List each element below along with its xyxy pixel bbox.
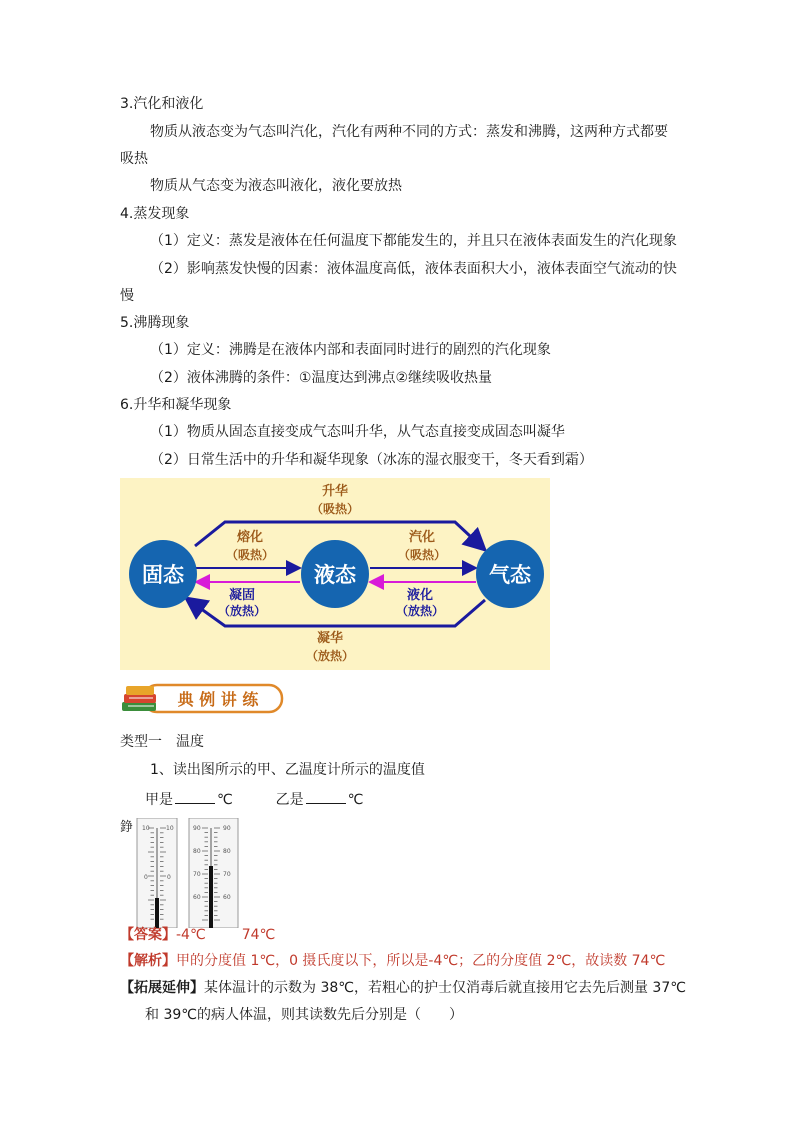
thermometer-jia <box>137 818 177 928</box>
answer-line <box>120 925 275 945</box>
analysis-line <box>120 951 665 971</box>
thermometer-jia-liquid <box>155 898 159 928</box>
sublimation-label: 升华 <box>321 484 349 499</box>
yi-scale-label: 60 <box>193 894 201 901</box>
jia-scale-label: 0 <box>167 874 171 881</box>
liquefaction-label: 液化 <box>406 588 434 603</box>
liquefaction-note: （放热） <box>395 604 445 618</box>
state-change-diagram <box>120 478 550 670</box>
gas-state-label: 气态 <box>489 563 531 587</box>
section-banner <box>120 680 285 716</box>
section-4-item-1: （1）定义：蒸发是液体在任何温度下都能发生的，并且只在液体表面发生的汽化现象 <box>150 233 677 249</box>
vaporization-note: （吸热） <box>397 548 447 562</box>
yi-scale-label: 90 <box>193 825 201 832</box>
section-6-title: 6.升华和凝华现象 <box>120 397 232 413</box>
extension-text: 某体温计的示数为 38℃，若粗心的护士仅消毒后就直接用它去先后测量 37℃ <box>204 980 686 996</box>
section-3-para-1: 物质从液态变为气态叫汽化，汽化有两种不同的方式：蒸发和沸腾，这两种方式都要 <box>150 124 668 140</box>
section-5-title: 5.沸腾现象 <box>120 315 190 331</box>
fill-in-line <box>145 789 363 810</box>
section-3-title: 3.汽化和液化 <box>120 96 204 112</box>
fill-jia-unit: ℃ <box>217 792 233 808</box>
answer-tag: 【答案】 <box>120 927 176 943</box>
yi-scale-label: 70 <box>193 871 201 878</box>
deposition-label: 凝华 <box>316 631 344 646</box>
extension-tag: 【拓展延伸】 <box>120 980 204 996</box>
answer-value-2: 74℃ <box>241 927 276 943</box>
thermometer-figure <box>120 818 242 928</box>
fill-jia-label: 甲是 <box>145 792 173 808</box>
section-5-item-1: （1）定义：沸腾是在液体内部和表面同时进行的剧烈的汽化现象 <box>150 342 551 358</box>
section-3-para-1-cont: 吸热 <box>120 151 148 167</box>
section-3-para-2: 物质从气态变为液态叫液化，液化要放热 <box>150 178 402 194</box>
jia-scale-label: 10 <box>166 825 174 832</box>
yi-scale-label: 60 <box>223 894 231 901</box>
deposition-note: （放热） <box>305 649 355 663</box>
vaporization-label: 汽化 <box>408 530 436 545</box>
fill-yi-unit: ℃ <box>347 792 364 808</box>
extension-line <box>120 978 686 998</box>
melting-label: 熔化 <box>236 530 264 545</box>
thermometer-yi <box>189 818 238 928</box>
books-icon <box>122 686 156 711</box>
yi-scale-label: 90 <box>223 825 231 832</box>
extension-line-cont: 和 39℃的病人体温，则其读数先后分别是（ ） <box>145 1007 463 1023</box>
banner-title: 典 例 讲 练 <box>177 690 259 709</box>
answer-blank-yi <box>306 789 346 804</box>
section-5-item-2: （2）液体沸腾的条件：①温度达到沸点②继续吸收热量 <box>150 370 493 386</box>
stray-character: 錚 <box>120 820 134 835</box>
answer-blank-jia <box>175 789 215 804</box>
yi-scale-label: 80 <box>223 848 231 855</box>
yi-scale-label: 70 <box>223 871 231 878</box>
solid-state-label: 固态 <box>142 563 184 587</box>
freezing-note: （放热） <box>217 604 267 618</box>
freezing-label: 凝固 <box>228 588 256 603</box>
section-4-item-2-cont: 慢 <box>120 288 134 304</box>
analysis-tag: 【解析】 <box>120 953 176 969</box>
jia-scale-label: 10 <box>142 825 150 832</box>
melting-note: （吸热） <box>225 548 275 562</box>
question-text: 1、读出图所示的甲、乙温度计所示的温度值 <box>150 762 425 778</box>
section-4-item-2: （2）影响蒸发快慢的因素：液体温度高低，液体表面积大小，液体表面空气流动的快 <box>150 261 677 277</box>
thermometer-yi-liquid <box>209 866 213 928</box>
sublimation-note: （吸热） <box>310 502 360 516</box>
analysis-text: 甲的分度值 1℃，0 摄氏度以下，所以是-4℃；乙的分度值 2℃，故读数 74℃ <box>176 953 666 969</box>
section-6-item-2: （2）日常生活中的升华和凝华现象（冰冻的湿衣服变干，冬天看到霜） <box>150 452 593 468</box>
answer-value-1: -4℃ <box>176 927 206 943</box>
jia-scale-label: 0 <box>144 874 148 881</box>
example-type-label: 类型一 温度 <box>120 734 204 750</box>
liquid-state-label: 液态 <box>314 563 356 587</box>
fill-yi-label: 乙是 <box>275 792 304 808</box>
yi-scale-label: 80 <box>193 848 201 855</box>
section-4-title: 4.蒸发现象 <box>120 206 190 222</box>
section-6-item-1: （1）物质从固态直接变成气态叫升华，从气态直接变成固态叫凝华 <box>150 424 565 440</box>
